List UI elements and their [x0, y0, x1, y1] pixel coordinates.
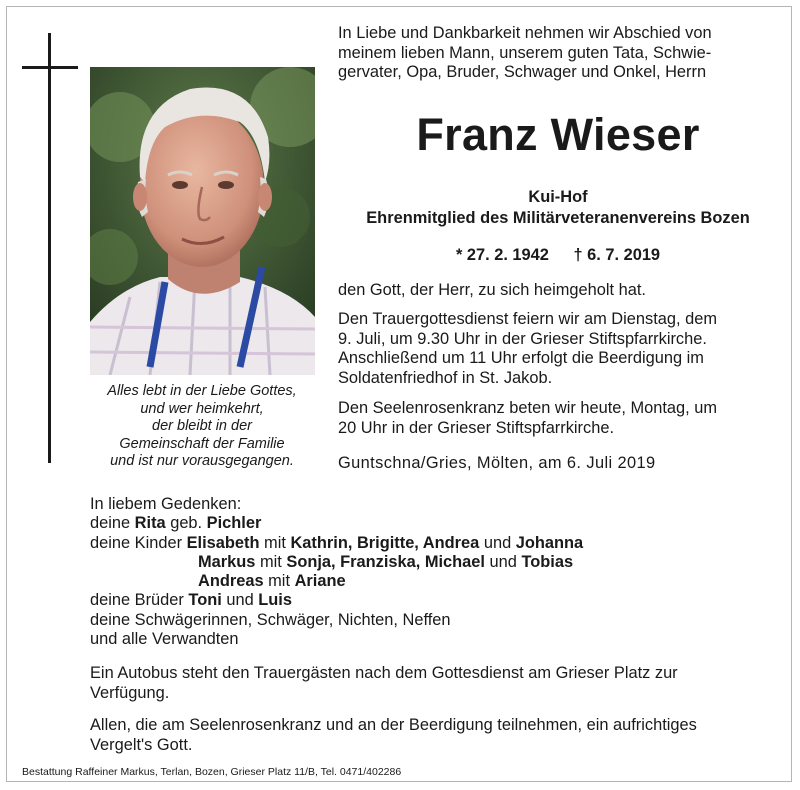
brother-name: Toni	[188, 591, 222, 610]
mourners-heading: In liebem Gedenken:	[90, 495, 242, 513]
service-line: Anschließend um 11 Uhr erfolgt die Beerdigung im	[338, 349, 704, 367]
cross-icon	[48, 33, 51, 463]
life-dates	[338, 245, 778, 265]
text: mit	[268, 572, 291, 591]
intro-line: meinem lieben Mann, unserem guten Tata, Schwie-	[338, 43, 712, 62]
wife-name: Rita	[134, 514, 166, 533]
bus-notice	[90, 664, 780, 703]
maiden-name: Pichler	[206, 514, 262, 533]
service-line: 9. Juli, um 9.30 Uhr in der Grieser Stiftspfarrkirche.	[338, 329, 707, 348]
farm-name: Kui-Hof	[528, 188, 588, 206]
quote	[82, 383, 322, 471]
service-line: Den Trauergottesdienst feiern wir am Dienstag, dem	[338, 310, 717, 328]
quote-line: Alles lebt in der Liebe Gottes,	[107, 383, 297, 399]
birth-date: * 27. 2. 1942	[455, 246, 549, 264]
quote-line: Gemeinschaft der Familie	[119, 435, 285, 452]
grandchild: Tobias	[521, 552, 574, 571]
in-laws-row: deine Schwägerinnen, Schwäger, Nichten, Neffen	[90, 610, 451, 629]
bus-line: Verfügung.	[90, 683, 170, 702]
service-line: Soldatenfriedhof in St. Jakob.	[338, 368, 553, 387]
text: mit	[264, 533, 286, 552]
bus-line: Ein Autobus steht den Trauergästen nach dem Gottesdienst am Grieser Platz zur	[90, 664, 678, 682]
intro-line: In Liebe und Dankbarkeit nehmen wir Abschied von	[338, 24, 712, 42]
text: deine Kinder	[90, 533, 183, 552]
child-row	[90, 553, 583, 572]
thanks-line: Allen, die am Seelenrosenkranz und an der Beerdigung teilnehmen, ein aufrichtiges	[90, 716, 697, 734]
grandchildren: Kathrin, Brigitte, Andrea	[290, 533, 480, 552]
membership: Ehrenmitglied des Militärveteranenvereins Bozen	[366, 209, 750, 227]
rosary-text	[338, 399, 778, 438]
service-text	[338, 310, 778, 388]
cross-bar	[22, 66, 78, 69]
deceased-name: Franz Wieser	[416, 109, 700, 160]
text: deine Brüder	[90, 591, 184, 610]
rosary-line: Den Seelenrosenkranz beten wir heute, Montag, um	[338, 399, 718, 417]
child-row	[90, 534, 583, 553]
portrait-photo	[90, 67, 315, 375]
death-date: † 6. 7. 2019	[573, 246, 661, 264]
text: mit	[259, 552, 282, 571]
text: deine	[90, 514, 131, 533]
quote-line: und wer heimkehrt,	[140, 400, 264, 417]
child-name: Markus	[198, 552, 256, 571]
wife-row	[90, 514, 583, 533]
god-line: den Gott, der Herr, zu sich heimgeholt hat.	[338, 281, 646, 299]
quote-line: der bleibt in der	[152, 418, 252, 434]
brothers-row	[90, 591, 583, 610]
partner-name: Ariane	[294, 572, 346, 591]
funeral-home-footer: Bestattung Raffeiner Markus, Terlan, Bozen, Grieser Platz 11/B, Tel. 0471/402286	[22, 766, 402, 778]
child-row	[90, 572, 583, 591]
text: und	[489, 552, 517, 571]
child-name: Elisabeth	[186, 533, 260, 552]
text: und	[483, 533, 512, 552]
intro-text	[338, 24, 778, 83]
thanks-line: Vergelt's Gott.	[90, 735, 193, 754]
rosary-line: 20 Uhr in der Grieser Stiftspfarrkirche.	[338, 418, 614, 437]
grandchild: Johanna	[515, 533, 584, 552]
relatives-row: und alle Verwandten	[90, 630, 239, 649]
text: geb.	[170, 514, 203, 533]
child-name: Andreas	[198, 572, 264, 591]
intro-line: gervater, Opa, Bruder, Schwager und Onkel, Herrn	[338, 63, 707, 81]
place-date: Guntschna/Gries, Mölten, am 6. Juli 2019	[338, 454, 656, 472]
brother-name: Luis	[258, 591, 292, 610]
grandchildren: Sonja, Franziska, Michael	[286, 552, 485, 571]
text: und	[226, 591, 254, 610]
thanks-notice	[90, 716, 780, 755]
quote-line: und ist nur vorausgegangen.	[110, 453, 294, 469]
mourners-list	[90, 495, 583, 649]
